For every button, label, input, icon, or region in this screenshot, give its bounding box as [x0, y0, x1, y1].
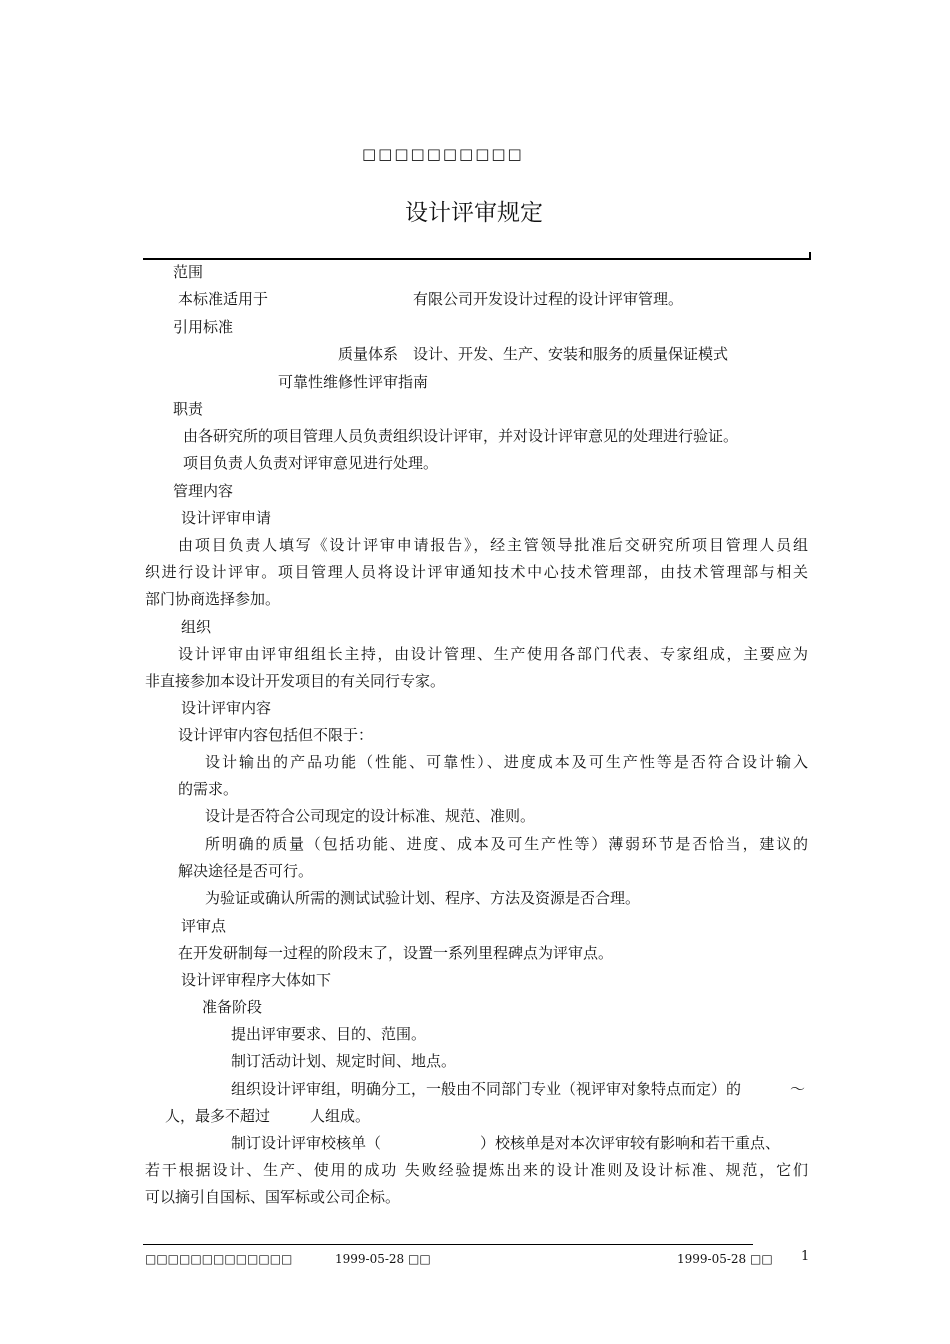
preparation-item-3-line-2a: 人，最多不超过 — [165, 1107, 271, 1125]
review-points-text: 在开发研制每一过程的阶段末了，设置一系列里程碑点为评审点。 — [178, 944, 614, 962]
preparation-item-4-line-1b: ）校核单是对本次评审较有影响和若干重点、 — [480, 1134, 781, 1152]
preparation-stage: 准备阶段 — [202, 998, 263, 1016]
preparation-item-3-line-2b: 人组成。 — [310, 1107, 371, 1125]
application-para-line-2: 织进行设计评审。项目管理人员将设计评审通知技术中心技术管理部，由技术管理部与相关 — [145, 563, 808, 581]
preparation-item-2: 制订活动计划、规定时间、地点。 — [231, 1052, 457, 1070]
scope-text-a: 本标准适用于 — [178, 290, 269, 308]
footer-issued-date: 1999-05-28 □□ — [335, 1252, 431, 1266]
preparation-item-3-tilde: ～ — [790, 1080, 806, 1098]
header-rule — [143, 258, 811, 260]
subsection-review-points: 评审点 — [181, 917, 227, 935]
content-item-3-line-2: 解决途径是否可行。 — [178, 862, 314, 880]
application-para-line-3: 部门协商选择参加。 — [145, 590, 281, 608]
organization-para-line-2: 非直接参加本设计开发项目的有关同行专家。 — [145, 672, 446, 690]
preparation-item-4-line-2: 若干根据设计、生产、使用的成功 失败经验提炼出来的设计准则及设计标准、规范，它们 — [145, 1161, 808, 1179]
preparation-item-3-line-1: 组织设计评审组，明确分工，一般由不同部门专业（视评审对象特点而定）的 — [231, 1080, 742, 1098]
application-para-line-1: 由项目负责人填写《设计评审申请报告》，经主管领导批准后交研究所项目管理人员组 — [178, 536, 808, 554]
subsection-procedure: 设计评审程序大体如下 — [181, 971, 332, 989]
section-references: 引用标准 — [173, 318, 234, 336]
section-management: 管理内容 — [173, 482, 234, 500]
organization-para-line-1: 设计评审由评审组组长主持，由设计管理、生产使用各部门代表、专家组成，主要应为 — [178, 645, 808, 663]
preparation-item-1: 提出评审要求、目的、范围。 — [231, 1025, 427, 1043]
section-scope: 范围 — [173, 263, 204, 281]
content-item-1-line-1: 设计输出的产品功能（性能、可靠性）、进度成本及可生产性等是否符合设计输入 — [205, 753, 808, 771]
reference-2: 可靠性维修性评审指南 — [278, 373, 429, 391]
reference-1: 质量体系 设计、开发、生产、安装和服务的质量保证模式 — [338, 345, 729, 363]
content-item-1-line-2: 的需求。 — [178, 780, 239, 798]
content-item-3-line-1: 所明确的质量（包括功能、进度、成本及可生产性等）薄弱环节是否恰当，建议的 — [205, 835, 808, 853]
subsection-content: 设计评审内容 — [181, 699, 272, 717]
scope-text-b: 有限公司开发设计过程的设计评审管理。 — [413, 290, 684, 308]
footer-rule — [143, 1244, 753, 1245]
responsibility-1: 由各研究所的项目管理人员负责组织设计评审，并对设计评审意见的处理进行验证。 — [183, 427, 739, 445]
header-rule-tick — [809, 252, 811, 260]
subsection-organization: 组织 — [181, 618, 212, 636]
subsection-application: 设计评审申请 — [181, 509, 272, 527]
page-number: 1 — [801, 1249, 810, 1264]
content-item-4: 为验证或确认所需的测试试验计划、程序、方法及资源是否合理。 — [205, 889, 641, 907]
document-title: 设计评审规定 — [405, 200, 543, 226]
footer-effective-date: 1999-05-28 □□ — [677, 1252, 773, 1266]
responsibility-2: 项目负责人负责对评审意见进行处理。 — [183, 454, 439, 472]
preparation-item-4-line-1a: 制订设计评审校核单（ — [231, 1134, 382, 1152]
content-item-2: 设计是否符合公司现定的设计标准、规范、准则。 — [205, 807, 536, 825]
footer-issuer: □□□□□□□□□□□□□ — [145, 1252, 293, 1266]
section-responsibilities: 职责 — [173, 400, 204, 418]
org-name: □□□□□□□□□□ — [362, 145, 524, 163]
content-intro: 设计评审内容包括但不限于： — [178, 726, 374, 744]
preparation-item-4-line-3: 可以摘引自国标、国军标或公司企标。 — [145, 1188, 401, 1206]
